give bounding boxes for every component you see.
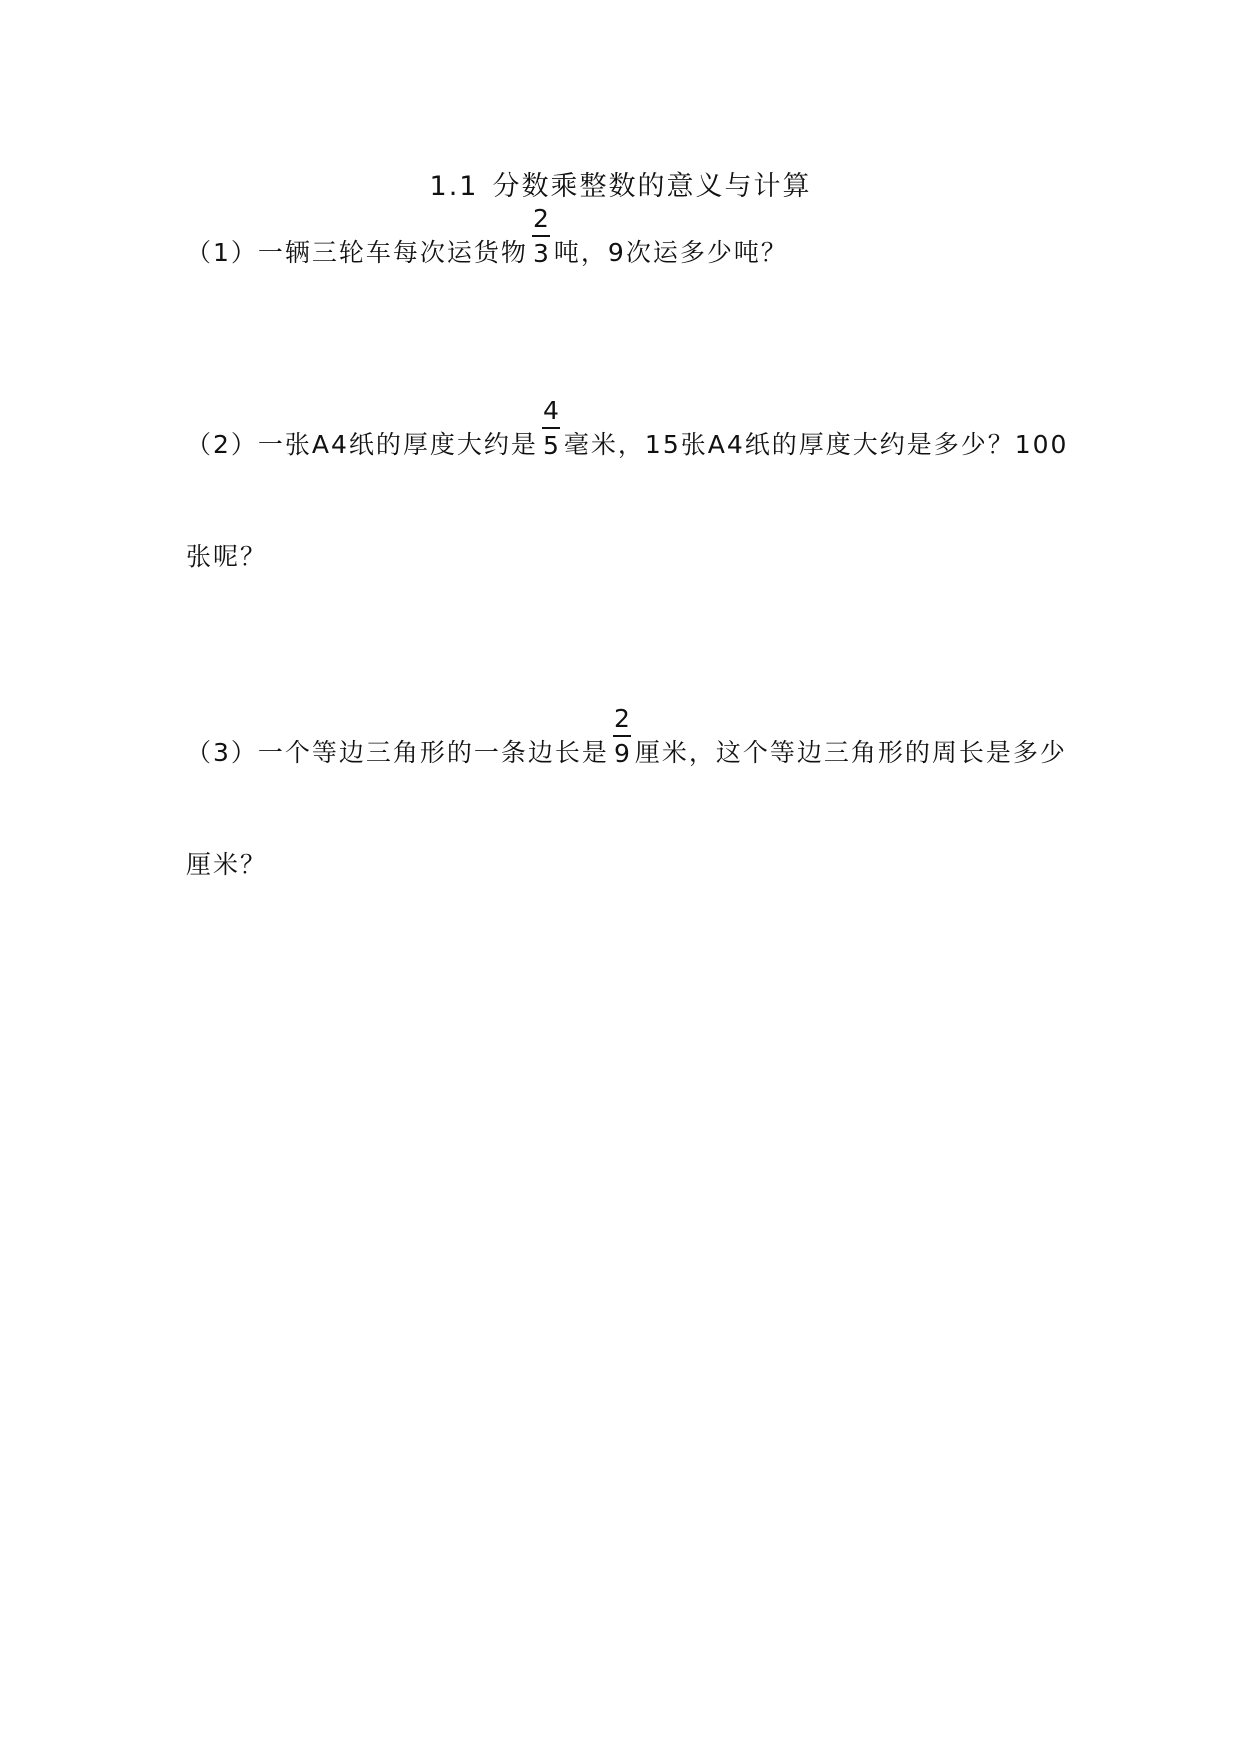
fraction — [611, 704, 633, 771]
fraction-numerator: 2 — [532, 204, 549, 233]
question-2 — [186, 396, 1069, 463]
question-text-after: 吨，9次运多少吨？ — [553, 238, 788, 267]
fraction — [540, 396, 562, 463]
question-text-before: 一辆三轮车每次运货物 — [257, 238, 528, 267]
question-3 — [186, 704, 1067, 771]
question-text-after: 毫米，15张A4纸的厚度大约是多少？100 — [563, 430, 1069, 459]
question-text-after: 厘米，这个等边三角形的周长是多少 — [634, 738, 1067, 767]
fraction-denominator: 5 — [542, 431, 559, 460]
fraction-numerator: 2 — [613, 704, 630, 733]
question-label: （2） — [186, 430, 258, 459]
question-text-before: 一个等边三角形的一条边长是 — [257, 738, 609, 767]
section-title: 分数乘整数的意义与计算 — [492, 171, 812, 202]
question-1 — [186, 204, 788, 271]
question-2-continuation: 张呢？ — [186, 542, 268, 571]
fraction — [530, 204, 552, 271]
question-text-before: 一张A4纸的厚度大约是 — [257, 430, 538, 459]
question-label: （1） — [186, 238, 258, 267]
question-label: （3） — [186, 738, 258, 767]
fraction-denominator: 3 — [532, 239, 549, 268]
page-title — [0, 164, 1241, 203]
fraction-denominator: 9 — [613, 739, 630, 768]
fraction-numerator: 4 — [542, 396, 559, 425]
question-3-continuation: 厘米？ — [186, 850, 268, 879]
section-number: 1.1 — [429, 171, 479, 202]
